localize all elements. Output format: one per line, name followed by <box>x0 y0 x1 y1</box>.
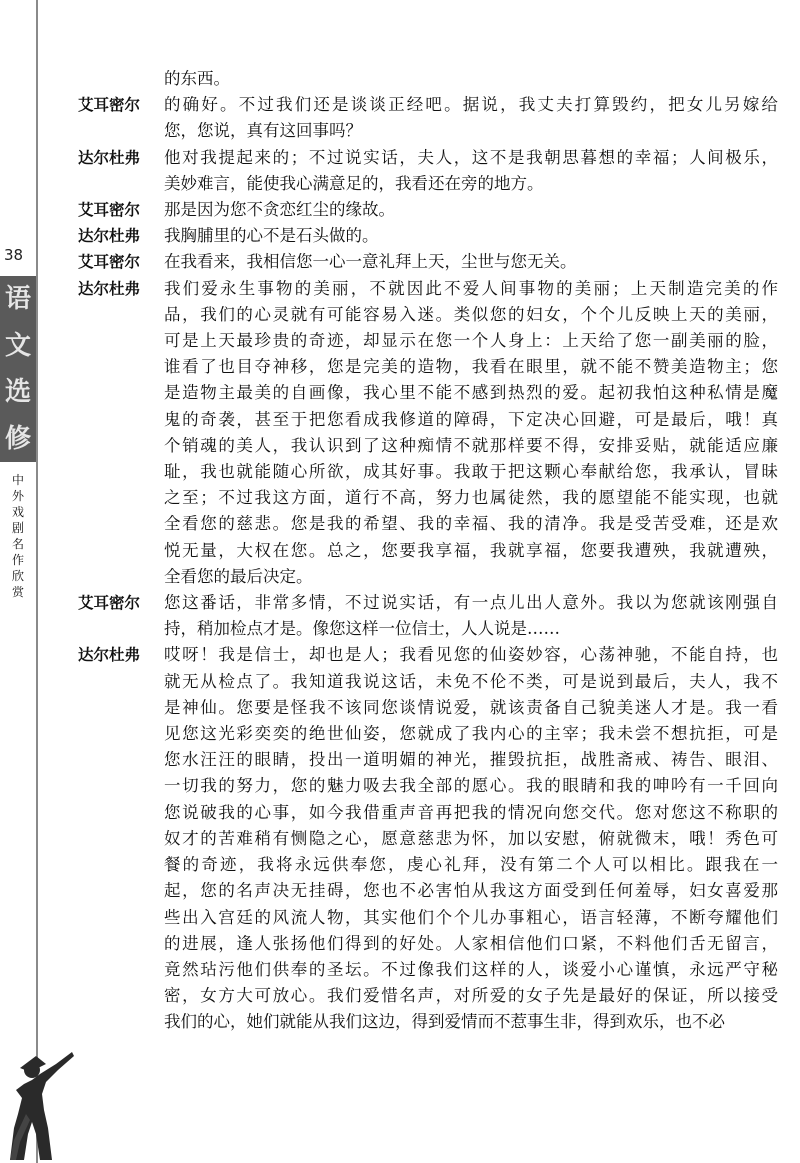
speaker-name <box>78 538 164 564</box>
speaker-name: 艾耳密尔 <box>78 593 141 613</box>
dialogue-line <box>78 669 778 695</box>
speaker-name <box>78 800 164 826</box>
figure-illustration <box>2 1010 78 1160</box>
line-text: 些出入宫廷的风流人物，其实他们个个儿办事粗心，语言轻薄，不断夸耀他们 <box>164 907 778 927</box>
dialogue-line <box>78 616 778 642</box>
line-text: 一切我的努力，您的魅力吸去我全部的愿心。我的眼睛和我的呻吟有一千回向 <box>164 776 778 796</box>
dialogue-line <box>78 223 778 249</box>
speaker-name <box>78 564 164 590</box>
line-text: 在我看来，我相信您一心一意礼拜上天，尘世与您无关。 <box>164 252 577 272</box>
line-text: 那是因为您不贪恋红尘的缘故。 <box>164 200 395 220</box>
dialogue-line <box>78 642 778 668</box>
line-text: 密，女方大可放心。我们爱惜名声，对所爱的女子先是最好的保证，所以接受 <box>164 986 778 1006</box>
book-title-char: 名 <box>11 537 24 551</box>
book-title <box>6 472 30 600</box>
line-text: 是造物主最美的自画像，我心里不能不感到热烈的爱。起初我怕这种私情是魔 <box>164 383 778 403</box>
speaker-name <box>78 485 164 511</box>
dialogue-line <box>78 747 778 773</box>
speaker-name <box>78 459 164 485</box>
speaker-name <box>78 1009 164 1035</box>
dialogue-line <box>78 66 778 92</box>
dialogue-line <box>78 983 778 1009</box>
speaker-name: 艾耳密尔 <box>78 200 141 220</box>
dialogue-line <box>78 564 778 590</box>
line-text: 我们爱永生事物的美丽，不就因此不爱人间事物的美丽；上天制造完美的作 <box>164 278 778 298</box>
dialogue-line <box>78 276 778 302</box>
speaker-name <box>78 616 164 642</box>
dialogue-line <box>78 511 778 537</box>
line-text: 我们的心，她们就能从我们这边，得到爱情而不惹事生非，得到欢乐，也不必 <box>164 1012 725 1032</box>
dialogue-line <box>78 354 778 380</box>
line-text: 的进展，逢人张扬他们得到的好处。人家相信他们口紧，不料他们舌无留言， <box>164 933 778 953</box>
speaker-name <box>78 118 164 144</box>
book-title-char: 赏 <box>11 585 24 599</box>
line-text: 餐的奇迹，我将永远供奉您，虔心礼拜，没有第二个人可以相比。跟我在一 <box>164 855 778 875</box>
dialogue-line <box>78 878 778 904</box>
line-text: 见您这光彩奕奕的绝世仙姿，您就成了我内心的主宰；我未尝不想抗拒，可是 <box>164 724 778 744</box>
speaker-name <box>78 983 164 1009</box>
speaker-name <box>78 171 164 197</box>
line-text: 是神仙。您要是怪我不该同您谈情说爱，就该责备自己貌美迷人才是。我一看 <box>164 697 778 717</box>
speaker-name <box>78 354 164 380</box>
page-number: 38 <box>4 246 24 264</box>
line-text: 您说破我的心事，如今我借重声音再把我的情况向您交代。您对您这不称职的 <box>164 802 778 822</box>
dialogue-line <box>78 931 778 957</box>
line-text: 他对我提起来的；不过说实话，夫人，这不是我朝思暮想的幸福；人间极乐， <box>164 147 778 167</box>
book-title-char: 戏 <box>11 505 24 519</box>
book-title-char: 作 <box>11 553 24 567</box>
speaker-name <box>78 511 164 537</box>
dialogue-line <box>78 380 778 406</box>
speaker-name: 达尔杜弗 <box>78 645 141 665</box>
dialogue-line <box>78 118 778 144</box>
speaker-name <box>78 957 164 983</box>
speaker-name <box>78 433 164 459</box>
dialogue-text <box>78 66 778 1036</box>
line-text: 奴才的苦难稍有恻隐之心，愿意慈悲为怀，加以安慰，俯就微末，哦！秀色可 <box>164 828 778 848</box>
dialogue-line <box>78 905 778 931</box>
line-text: 我胸脯里的心不是石头做的。 <box>164 226 379 246</box>
line-text: 全看您的慈悲。您是我的希望、我的幸福、我的清净。我是受苦受难，还是欢 <box>164 514 778 534</box>
speaker-name <box>78 669 164 695</box>
dialogue-line <box>78 695 778 721</box>
dialogue-line <box>78 328 778 354</box>
line-text: 品，我们的心灵就有可能容易入迷。类似您的妇女，个个儿反映上天的美丽， <box>164 304 778 324</box>
speaker-name <box>78 931 164 957</box>
dialogue-line <box>78 1009 778 1035</box>
series-char: 文 <box>4 330 31 361</box>
line-text: 的确好。不过我们还是谈谈正经吧。据说，我丈夫打算毁约，把女儿另嫁给 <box>164 95 778 115</box>
book-title-char: 中 <box>11 473 24 487</box>
line-text: 谁看了也目夺神移，您是完美的造物，我看在眼里，就不能不赞美造物主；您 <box>164 357 778 377</box>
speaker-name: 达尔杜弗 <box>78 226 141 246</box>
series-char: 选 <box>4 377 31 408</box>
line-text: 哎呀！我是信士，却也是人；我看见您的仙姿妙容，心荡神驰，不能自持，也 <box>164 645 778 665</box>
series-band <box>0 276 36 462</box>
line-text: 耻，我也就能随心所欲，成其好事。我敢于把这颗心奉献给您，我承认，冒昧 <box>164 462 778 482</box>
speaker-name <box>78 852 164 878</box>
line-text: 鬼的奇袭，甚至于把您看成我修道的障碍，下定决心回避，可是最后，哦！真 <box>164 409 778 429</box>
speaker-name <box>78 826 164 852</box>
dialogue-line <box>78 433 778 459</box>
dialogue-line <box>78 826 778 852</box>
speaker-name <box>78 302 164 328</box>
dialogue-line <box>78 197 778 223</box>
speaker-name: 艾耳密尔 <box>78 252 141 272</box>
line-text: 竟然玷污他们供奉的圣坛。不过像我们这样的人，谈爱小心谨慎，永远严守秘 <box>164 959 778 979</box>
line-text: 全看您的最后决定。 <box>164 566 313 586</box>
book-title-char: 欣 <box>11 569 24 583</box>
line-text: 您水汪汪的眼睛，投出一道明媚的神光，摧毁抗拒，战胜斋戒、祷告、眼泪、 <box>164 750 778 770</box>
speaker-name <box>78 773 164 799</box>
speaker-name <box>78 905 164 931</box>
book-title-char: 外 <box>11 489 24 503</box>
dialogue-line <box>78 485 778 511</box>
margin-rule <box>36 0 38 1163</box>
dialogue-line <box>78 249 778 275</box>
line-text: 就无从检点了。我知道我说这话，未免不伦不类，可是说到最后，夫人，我不 <box>164 671 778 691</box>
dialogue-line <box>78 852 778 878</box>
speaker-name: 达尔杜弗 <box>78 278 141 298</box>
dialogue-line <box>78 407 778 433</box>
line-text: 个销魂的美人，我认识到了这种痴情不就那样要不得，安排妥贴，就能适应廉 <box>164 435 778 455</box>
dialogue-line <box>78 459 778 485</box>
dialogue-line <box>78 145 778 171</box>
book-title-char: 剧 <box>11 521 24 535</box>
series-char: 修 <box>4 423 31 454</box>
speaker-name: 艾耳密尔 <box>78 95 141 115</box>
series-char: 语 <box>4 284 31 315</box>
speaker-name <box>78 747 164 773</box>
dialogue-line <box>78 773 778 799</box>
dialogue-line <box>78 721 778 747</box>
dialogue-line <box>78 171 778 197</box>
speaker-name <box>78 721 164 747</box>
line-text: 您，您说，真有这回事吗？ <box>164 121 362 141</box>
dialogue-line <box>78 538 778 564</box>
speaker-name <box>78 407 164 433</box>
dialogue-line <box>78 590 778 616</box>
speaker-name <box>78 328 164 354</box>
speaker-name <box>78 380 164 406</box>
dialogue-line <box>78 957 778 983</box>
line-text: 悦无量，大权在您。总之，您要我享福，我就享福，您要我遭殃，我就遭殃， <box>164 540 778 560</box>
dialogue-line <box>78 92 778 118</box>
line-text: 起，您的名声决无挂碍，您也不必害怕从我这方面受到任何羞辱，妇女喜爱那 <box>164 881 778 901</box>
dialogue-line <box>78 800 778 826</box>
speaker-name <box>78 66 164 92</box>
dialogue-line <box>78 302 778 328</box>
speaker-name <box>78 878 164 904</box>
line-text: 可是上天最珍贵的奇迹，却显示在您一个人身上：上天给了您一副美丽的脸， <box>164 331 778 351</box>
line-text: 您这番话，非常多情，不过说实话，有一点儿出人意外。我以为您就该刚强自 <box>164 593 778 613</box>
line-text: 美妙难言，能使我心满意足的，我看还在旁的地方。 <box>164 173 544 193</box>
speaker-name: 达尔杜弗 <box>78 147 141 167</box>
line-text: 的东西。 <box>164 69 230 88</box>
speaker-name <box>78 695 164 721</box>
line-text: 持，稍加检点才是。像您这样一位信士，人人说是…… <box>164 619 560 639</box>
line-text: 之至；不过我这方面，道行不高，努力也属徒然，我的愿望能不能实现，也就 <box>164 488 778 508</box>
